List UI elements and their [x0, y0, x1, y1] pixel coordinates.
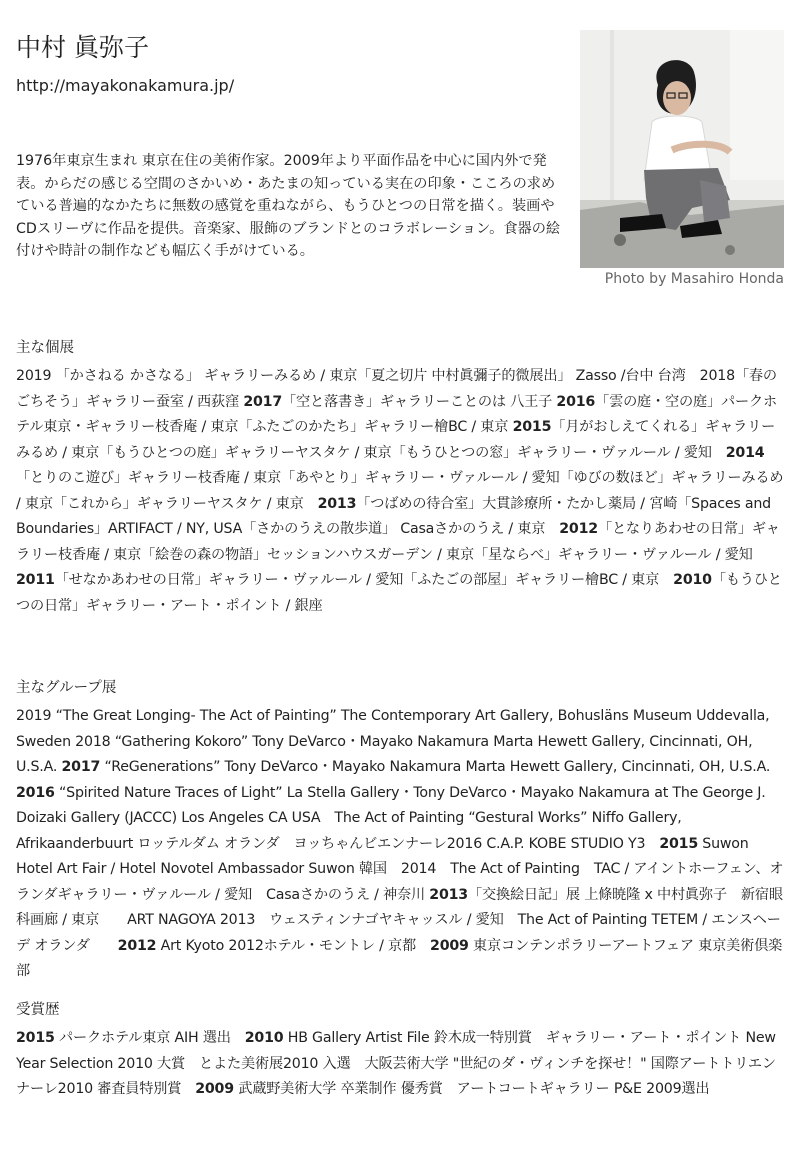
- entry-text: 「雲の庭・空の庭」パークホテル東京・ギャラリー枝香庵 / 東京「ふたごのかたち」ギャラリー檜BC / 東京: [16, 393, 777, 435]
- year-label: 2010: [673, 572, 712, 588]
- year-label: 2017: [61, 759, 101, 775]
- year-label: 2012: [117, 937, 157, 954]
- solo-exhibitions-list: [16, 364, 786, 619]
- entry-text: 「月がおしえてくれる」ギャラリーみるめ / 東京「もうひとつの庭」ギャラリーヤスタケ / 東京「もうひとつの窓」ギャラリー・ヴァルール / 愛知: [16, 419, 776, 461]
- year-label: 2013: [429, 886, 468, 903]
- year-label: 2015: [16, 1030, 55, 1046]
- awards-list: [16, 1026, 786, 1103]
- solo-exhibitions-section: [16, 338, 786, 619]
- year-label: 2013: [317, 495, 357, 512]
- entry-text: Suwon Hotel Art Fair / Hotel Novotel Ambassador Suwon 韓国 2014 The Act of Painting TAC / アイントホーフェン、オランダギャラリー・ヴァルール / 愛知 Casaさかのうえ / 神奈川: [16, 835, 784, 903]
- year-label: 2011: [16, 572, 55, 588]
- entry-text: “ReGenerations” Tony DeVarco・Mayako Nakamura Marta Hewett Gallery, Cincinnati, OH, U.S.A.: [100, 759, 785, 775]
- entry-text: 「せなかあわせの日常」ギャラリー・ヴァルール / 愛知「ふたごの部屋」ギャラリー檜BC / 東京: [54, 572, 674, 588]
- year-label: 2009: [430, 937, 469, 954]
- entry-text: パークホテル東京 AIH 選出: [54, 1030, 245, 1046]
- year-label: 2015: [659, 835, 698, 852]
- year-label: 2015: [512, 419, 552, 435]
- entry-text: 「とりのこ遊び」ギャラリー枝香庵 / 東京「あやとり」ギャラリー・ヴァルール / 愛知「ゆびの数ほど」ギャラリーみるめ / 東京「これから」ギャラリーヤスタケ / 東京: [16, 470, 784, 512]
- year-label: 2017: [243, 393, 283, 410]
- year-label: 2009: [195, 1081, 234, 1097]
- entry-text: 2019 “The Great Longing- The Act of Painting” The Contemporary Art Gallery, Bohusläns Museum Uddevalla, Sweden 2018 “Gathering Kokoro” Tony DeVarco・Mayako Nakamura Marta Hewett Gallery, Cincinnati, OH, U.S.A.: [16, 708, 770, 775]
- year-label: 2012: [559, 521, 598, 537]
- artist-photo: [580, 30, 784, 268]
- year-label: 2016: [16, 784, 55, 801]
- year-label: 2016: [556, 393, 596, 410]
- awards-section: [16, 1000, 786, 1103]
- artist-name: 中村 眞弥子: [16, 33, 149, 62]
- group-exhibitions-list: [16, 704, 786, 985]
- entry-text: 「空と落書き」ギャラリーことのは 八王子: [282, 393, 557, 410]
- entry-text: 「つばめの待合室」大貫診療所・たかし薬局 / 宮崎「Spaces and Boundaries」ARTIFACT / NY, USA「さかのうえの散歩道」 Casaさかのうえ / 東京: [16, 495, 771, 537]
- solo-exhibitions-heading: 主な個展: [16, 340, 74, 356]
- year-label: 2010: [244, 1030, 284, 1046]
- website-link[interactable]: http://mayakonakamura.jp/: [16, 76, 235, 95]
- entry-text: Art Kyoto 2012ホテル・モントレ / 京都: [156, 937, 431, 954]
- entry-text: “Spirited Nature Traces of Light” La Stella Gallery・Tony DeVarco・Mayako Nakamura at The George J. Doizaki Gallery (JACCC) Los Angeles CA USA The Act of Painting “Gestural Works” Niffo Gallery, Afrikaanderbuurt ロッテルダム オランダ ヨッちゃんビエンナーレ2016 C.A.P. KOBE STUDIO Y3: [16, 784, 766, 852]
- awards-heading: 受賞歴: [16, 1002, 60, 1018]
- entry-text: 東京コンテンポラリーアートフェア 東京美術倶楽部: [16, 937, 783, 979]
- entry-text: 武蔵野美術大学 卒業制作 優秀賞 アートコートギャラリー P&E 2009選出: [233, 1081, 710, 1097]
- artist-bio: 1976年東京生まれ 東京在住の美術作家。2009年より平面作品を中心に国内外で発表。からだの感じる空間のさかいめ・あたまの知っている実在の印象・こころの求めている普遍的なかたちに無数の感覚を重ねながら、もうひとつの日常を描く。装画やCDスリーヴに作品を提供。音楽家、服飾のブランドとのコラボレーション。食器の絵付けや時計の制作なども幅広く手がけている。: [16, 153, 561, 260]
- group-exhibitions-heading: 主なグループ展: [16, 680, 117, 696]
- entry-text: HB Gallery Artist File 鈴木成一特別賞 ギャラリー・アート・ポイント New Year Selection 2010 大賞 とよた美術展2010 入選 大阪芸術大学 "世紀のダ・ヴィンチを探せ！" 国際アートトリエンナーレ2010 審査員特別賞: [16, 1030, 776, 1097]
- photo-credit: Photo by Masahiro Honda: [604, 271, 784, 287]
- year-label: 2014: [725, 444, 765, 461]
- entry-text: 2019 「かさねる かさなる」 ギャラリーみるめ / 東京「夏之切片 中村眞彌子的微展出」 Zasso /台中 台湾 2018「春のごちそう」ギャラリー蚕室 / 西荻窪: [16, 368, 777, 410]
- entry-text: 「もうひとつの日常」ギャラリー・アート・ポイント / 銀座: [16, 572, 782, 614]
- group-exhibitions-section: [16, 678, 786, 985]
- entry-text: 「交換絵日記」展 上條暁隆 x 中村眞弥子 新宿眼科画廊 / 東京 ART NAGOYA 2013 ウェスティンナゴヤキャッスル / 愛知 The Act of Painting TETEM / エンスヘーデ オランダ: [16, 886, 783, 954]
- entry-text: 「となりあわせの日常」ギャラリー枝香庵 / 東京「絵巻の森の物語」セッションハウスガーデン / 東京「星ならべ」ギャラリー・ヴァルール / 愛知: [16, 521, 780, 563]
